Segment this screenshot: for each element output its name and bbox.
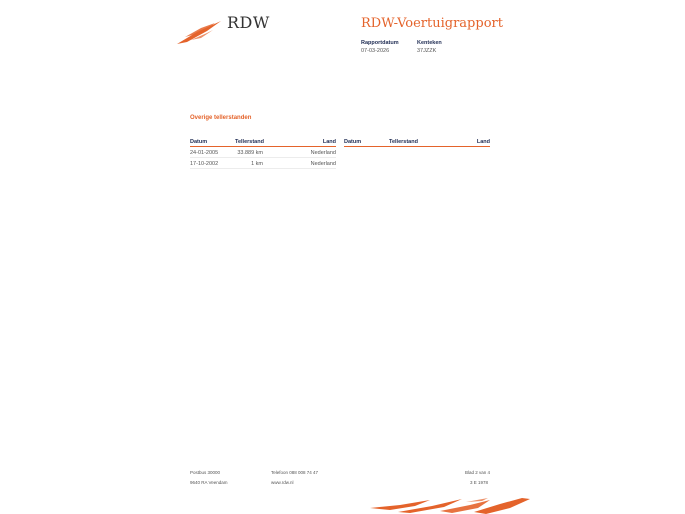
- plate-label: Kenteken: [417, 40, 442, 46]
- header-country: Land: [322, 139, 336, 145]
- table-header: [190, 138, 336, 147]
- header-date: Datum: [344, 139, 362, 145]
- row-date: 24-01-2005: [190, 149, 219, 156]
- rdw-logo-icon: [177, 20, 221, 46]
- header-odometer: Tellerstand: [235, 139, 264, 145]
- footer-decoration-icon: [370, 496, 530, 514]
- table-row: [190, 158, 336, 169]
- report-title: RDW-Voertuigrapport: [361, 16, 503, 31]
- header-odometer: Tellerstand: [389, 139, 418, 145]
- section-title: Overige tellerstanden: [190, 115, 252, 121]
- footer-website[interactable]: www.rdw.nl: [271, 480, 294, 485]
- plate-value: 37JZZK: [417, 48, 437, 54]
- report-date-value: 07-03-2026: [361, 48, 390, 54]
- header-date: Datum: [190, 139, 208, 145]
- footer-page-number: Blad 2 van 4: [465, 470, 491, 475]
- footer-phone: Telefoon 088 008 74 47: [271, 470, 319, 475]
- row-odometer: 1 km: [251, 160, 263, 167]
- logo-text: RDW: [227, 13, 270, 32]
- row-country: Nederland: [310, 149, 336, 156]
- footer-address-line2: 9640 RA Veendam: [190, 480, 228, 485]
- footer-code: 3 E 1978: [470, 480, 489, 485]
- row-country: Nederland: [310, 160, 336, 167]
- header-country: Land: [476, 139, 490, 145]
- odometer-table-right: [344, 138, 490, 147]
- table-header: [344, 138, 490, 147]
- row-odometer: 33.889 km: [237, 149, 263, 156]
- table-row: [190, 147, 336, 158]
- row-date: 17-10-2002: [190, 160, 219, 167]
- odometer-table-left: [190, 138, 336, 169]
- report-date-label: Rapportdatum: [361, 40, 399, 46]
- footer-address-line1: Postbus 30000: [190, 470, 221, 475]
